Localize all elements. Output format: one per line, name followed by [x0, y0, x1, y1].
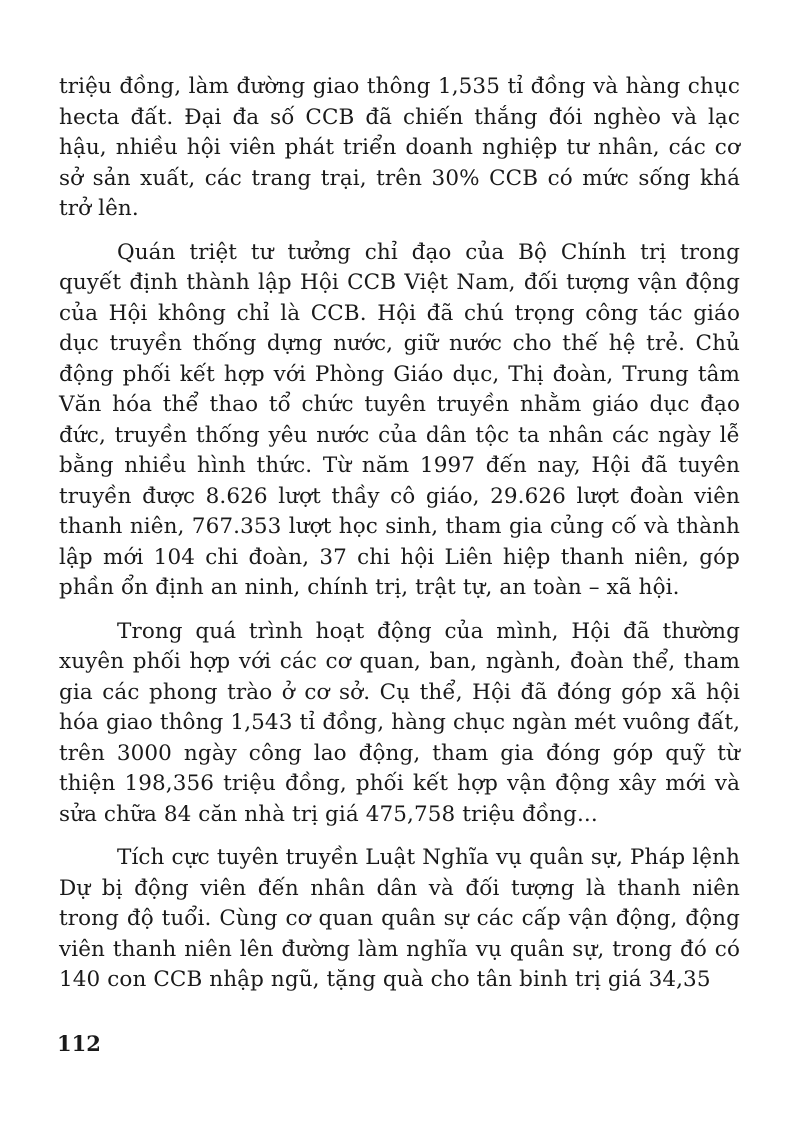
- paragraph-4: Tích cực tuyên truyền Luật Nghĩa vụ quân sự, Pháp lệnh Dự bị động viên đến nhân dân và đối tượng là thanh niên trong độ tuổi. Cùng cơ quan quân sự các cấp vận động, động viên thanh niên lên đường làm nghĩa vụ quân sự, trong đó có 140 con CCB nhập ngũ, tặng quà cho tân binh trị giá 34,35: [59, 845, 740, 992]
- paragraph-2: Quán triệt tư tưởng chỉ đạo của Bộ Chính trị trong quyết định thành lập Hội CCB Việt Nam, đối tượng vận động của Hội không chỉ là CCB. Hội đã chú trọng công tác giáo dục truyền thống dựng nước, giữ nước cho thế hệ trẻ. Chủ động phối kết hợp với Phòng Giáo dục, Thị đoàn, Trung tâm Văn hóa thể thao tổ chức tuyên truyền nhằm giáo dục đạo đức, truyền thống yêu nước của dân tộc ta nhân các ngày lễ bằng nhiều hình thức. Từ năm 1997 đến nay, Hội đã tuyên truyền được 8.626 lượt thầy cô giáo, 29.626 lượt đoàn viên thanh niên, 767.353 lượt học sinh, tham gia củng cố và thành lập mới 104 chi đoàn, 37 chi hội Liên hiệp thanh niên, góp phần ổn định an ninh, chính trị, trật tự, an toàn – xã hội.: [59, 239, 740, 600]
- paragraph-3: Trong quá trình hoạt động của mình, Hội đã thường xuyên phối hợp với các cơ quan, ban, ngành, đoàn thể, tham gia các phong trào ở cơ sở. Cụ thể, Hội đã đóng góp xã hội hóa giao thông 1,543 tỉ đồng, hàng chục ngàn mét vuông đất, trên 3000 ngày công lao động, tham gia đóng góp quỹ từ thiện 198,356 triệu đồng, phối kết hợp vận động xây mới và sửa chữa 84 căn nhà trị giá 475,758 triệu đồng...: [59, 618, 740, 827]
- page-number: 112: [57, 1031, 101, 1056]
- paragraph-1: triệu đồng, làm đường giao thông 1,535 tỉ đồng và hàng chục hecta đất. Đại đa số CCB đã chiến thắng đói nghèo và lạc hậu, nhiều hội viên phát triển doanh nghiệp tư nhân, các cơ sở sản xuất, các trang trại, trên 30% CCB có mức sống khá trở lên.: [59, 74, 740, 221]
- page-body: [59, 72, 740, 996]
